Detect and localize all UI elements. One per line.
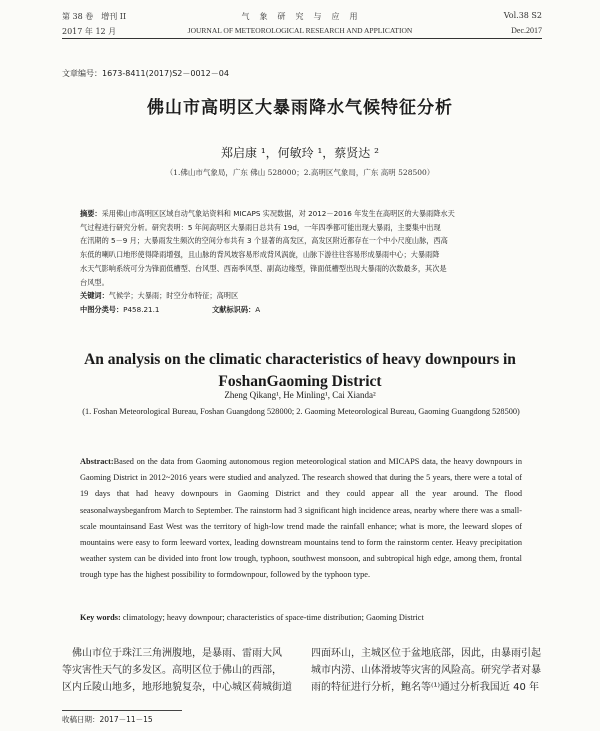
abstract-cn-line: 采用佛山市高明区区域自动气象站资料和 MICAPS 实况数据，对 2012－2016 年发生在高明区的大暴雨降水天 bbox=[101, 209, 455, 218]
abstract-cn-line: 东低的喇叭口地形使得降雨增强，且山脉的背风坡容易形成背风涡旋，山脉下游往往容易形成暴雨中心；大暴雨降 bbox=[80, 250, 440, 260]
journal-title-cn: 气 象 研 究 与 应 用 bbox=[241, 12, 359, 21]
classification-line bbox=[80, 303, 522, 317]
abstract-en-label: Abstract: bbox=[80, 457, 114, 466]
keywords-en-text: climatology; heavy downpour; characteristics of space-time distribution; Gaoming District bbox=[122, 613, 424, 622]
authors-en: Zheng Qikang¹, He Minling¹, Cai Xianda² bbox=[224, 390, 376, 400]
doccode-label: 文献标识码： bbox=[212, 304, 256, 314]
body-line: 等灾害性天气的多发区。高明区位于佛山的西部， bbox=[62, 665, 282, 676]
title-en-line: FoshanGaoming District bbox=[218, 373, 382, 390]
abstract-cn-line: 水天气影响系统可分为锋面低槽型、台风型、西南季风型、副高边缘型，锋面低槽型出现大暴雨的次数最多，其次是 bbox=[80, 263, 447, 273]
footnote-rule bbox=[62, 710, 182, 711]
received-date: 收稿日期：2017－11－15 bbox=[62, 715, 153, 724]
abstract-cn-line: 台风型。 bbox=[80, 277, 109, 287]
article-number: 文章编号：1673-8411(2017)S2－0012－04 bbox=[62, 69, 229, 78]
clc-value: P458.21.1 bbox=[123, 304, 160, 314]
keywords-cn bbox=[80, 289, 522, 303]
abstract-en bbox=[80, 454, 522, 584]
affiliation-cn: （1.佛山市气象局，广东 佛山 528000；2.高明区气象局，广东 高明 528500） bbox=[165, 168, 435, 177]
journal-title-en: JOURNAL OF METEOROLOGICAL RESEARCH AND APPLICATION bbox=[187, 26, 413, 35]
keywords-cn-text: 气候学；大暴雨；时空分布特征；高明区 bbox=[108, 291, 239, 301]
abstract-cn-label: 摘要： bbox=[80, 209, 102, 218]
authors-cn: 郑启康 ¹，何敏玲 ¹，蔡贤达 ² bbox=[221, 146, 379, 160]
affiliation-en: (1. Foshan Meteorological Bureau, Foshan Guangdong 528000; 2. Gaoming Meteorological Bureau, Gaoming Guangdong 528500) bbox=[82, 407, 520, 416]
title-en-line: An analysis on the climatic characteristics of heavy downpours in bbox=[84, 351, 516, 368]
body-column-left bbox=[62, 645, 297, 696]
date-cn: 2017 年 12 月 bbox=[62, 27, 117, 36]
volume-label: Vol.38 S2 bbox=[503, 11, 542, 20]
abstract-cn bbox=[80, 207, 522, 317]
body-line: 佛山市位于珠江三角洲腹地，是暴雨、雷雨大风 bbox=[62, 648, 282, 659]
keywords-en-label: Key words: bbox=[80, 613, 121, 622]
title-en bbox=[0, 349, 600, 393]
abstract-en-text: Based on the data from Gaoming autonomous region meteorological station and MICAPS data, the heavy downpours in Gaoming District in 2012~2016 years were studied and analyzed. The research showed that during the 5 years, there were a total of 19 days that had heavy downpours in Gaoming District and they could appear all the year around. The flood seasonalwaysbeganfrom March to September. The rainstorm had 3 significant high incidence areas, nearby where there was a small-scale mountainsand East West was the territory of high-low trend made the rainfall enhance; what is more, the leeward slopes of mountains were easy to form leeward vortex, leading downstream mountains tend to form the rainstorm center. Heavy precipitation weather system can be divided into front low trough, typhoon, southwest monsoon, and subtropical high edge, among them, frontal trough type has the highest possibility to formdownpour, followed by the typhoon type. bbox=[80, 457, 522, 580]
body-line: 城市内涝、山体滑坡等灾害的风险高。研究学者对暴 bbox=[311, 665, 541, 676]
body-line: 四面环山，主城区位于盆地底部，因此，由暴雨引起 bbox=[311, 648, 541, 659]
keywords-cn-label: 关键词： bbox=[80, 291, 109, 301]
title-cn: 佛山市高明区大暴雨降水气候特征分析 bbox=[147, 98, 453, 118]
date-en: Dec.2017 bbox=[511, 26, 542, 35]
header-rule bbox=[62, 38, 542, 39]
issue-label: 第 38 卷 增刊 II bbox=[62, 12, 127, 21]
abstract-cn-line: 在汛期的 5－9 月；大暴雨发生频次的空间分布共有 3 个显著的高发区，高发区附近都存在一个中小尺度山脉，西高 bbox=[80, 236, 448, 246]
abstract-cn-line: 气过程进行研究分析。研究表明：5 年间高明区大暴雨日总共有 19d，一年四季都可能出现大暴雨，主要集中出现 bbox=[80, 222, 441, 232]
doccode-value: A bbox=[255, 304, 261, 314]
keywords-en bbox=[80, 613, 522, 622]
body-line: 区内丘陵山地多，地形地貌复杂，中心城区荷城街道 bbox=[62, 682, 292, 693]
body-line: 雨的特征进行分析，鲍名等⁽¹⁾通过分析我国近 40 年 bbox=[311, 682, 540, 693]
body-column-right bbox=[311, 645, 546, 696]
clc-label: 中图分类号： bbox=[80, 304, 124, 314]
